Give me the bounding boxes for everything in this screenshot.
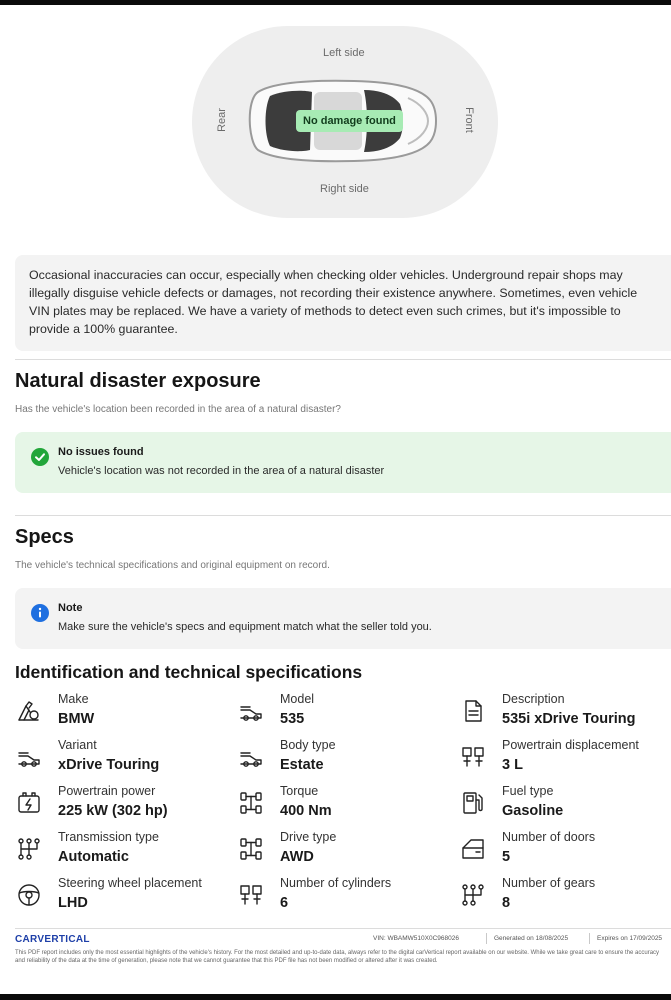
top-edge-bar [0,0,671,5]
accuracy-disclaimer: Occasional inaccuracies can occur, especially when checking older vehicles. Underground repair shops may illegally disguise vehicle defects or damages, not recording their existence anywhere. Sometimes, even vehicle VIN plates may be replaced. We have a variety of methods to detect even such crimes, but it's impossible to provide a 100% guarantee. [15,255,671,351]
spec-drive-type [238,830,448,874]
footer-generated-date: Generated on 18/08/2025 [494,935,569,942]
spec-label: Transmission type [58,830,159,844]
fuel-icon [460,790,486,816]
natural-disaster-result [15,432,671,493]
spec-value: Automatic [58,849,129,865]
natural-disaster-title: Natural disaster exposure [15,370,261,392]
spec-value: Gasoline [502,803,564,819]
check-circle-icon [31,448,49,466]
bottom-edge-bar [0,994,671,1000]
footer-expiry-date: Expires on 17/09/2025 [597,935,663,942]
spec-label: Number of cylinders [280,876,392,890]
spec-steering-wheel-placement [16,876,226,920]
left-side-label: Left side [323,47,365,59]
note-text: Make sure the vehicle's specs and equipment match what the seller told you. [58,621,432,633]
spec-powertrain-power [16,784,226,828]
spec-label: Model [280,692,315,706]
natural-disaster-subtitle: Has the vehicle's location been recorded in the area of a natural disaster? [15,404,341,415]
spec-value: AWD [280,849,314,865]
car-icon [16,744,42,770]
spec-number-of-cylinders [238,876,448,920]
note-title: Note [58,602,83,614]
make-icon [16,698,42,724]
spec-label: Powertrain power [58,784,156,798]
document-icon [460,698,486,724]
spec-value: 400 Nm [280,803,332,819]
result-text: Vehicle's location was not recorded in the area of a natural disaster [58,465,385,477]
spec-label: Body type [280,738,336,752]
spec-value: 8 [502,895,511,911]
rear-label: Rear [215,108,228,132]
right-side-label: Right side [320,183,369,195]
footer-disclaimer: This PDF report includes only the most essential highlights of the vehicle's history. For the most detailed and up-to-date data, always refer to the digital carVertical report available on our website. While we take great care to ensure the accuracy and reliability of the data at the time of generation, please note that we cannot guarantee that this PDF file has not been modified or altered after it was created. [15,950,660,964]
front-label: Front [462,107,475,133]
footer-divider [15,928,671,929]
spec-powertrain-displacement [460,738,670,782]
specs-subtitle: The vehicle's technical specifications and original equipment on record. [15,560,330,571]
no-damage-badge: No damage found [296,110,403,132]
spec-label: Description [502,692,565,706]
spec-label: Variant [58,738,97,752]
spec-value: 225 kW (302 hp) [58,803,168,819]
identification-title: Identification and technical specifications [15,662,363,682]
spec-label: Make [58,692,89,706]
spec-number-of-gears [460,876,670,920]
footer-separator [486,933,487,944]
spec-value: 3 L [502,757,523,773]
spec-label: Fuel type [502,784,554,798]
spec-model [238,692,448,736]
section-divider [15,515,671,516]
spec-value: 535 [280,711,305,727]
section-divider [15,359,671,360]
gearbox-icon [460,882,486,908]
damage-diagram [192,26,498,218]
spec-value: LHD [58,895,88,911]
drivetrain-icon [238,836,264,862]
carvertical-logo: CARVERTICAL [15,934,90,945]
spec-value: 5 [502,849,511,865]
door-icon [460,836,486,862]
specs-title: Specs [15,526,74,548]
spec-description [460,692,670,736]
spec-label: Steering wheel placement [58,876,202,890]
car-icon [238,744,264,770]
engine-icon [238,882,264,908]
report-footer [0,928,671,994]
spec-value: xDrive Touring [58,757,160,773]
spec-label: Powertrain displacement [502,738,639,752]
gearbox-icon [16,836,42,862]
spec-value: 6 [280,895,289,911]
spec-label: Torque [280,784,319,798]
spec-number-of-doors [460,830,670,874]
spec-variant [16,738,226,782]
engine-icon [460,744,486,770]
spec-body-type [238,738,448,782]
spec-make [16,692,226,736]
spec-label: Number of doors [502,830,596,844]
result-title: No issues found [58,446,144,458]
footer-vin: VIN: WBAMW510X0C968026 [373,935,459,942]
info-icon [31,604,49,622]
spec-transmission-type [16,830,226,874]
specs-note [15,588,671,649]
spec-value: Estate [280,757,324,773]
footer-separator [589,933,590,944]
spec-label: Drive type [280,830,337,844]
spec-value: 535i xDrive Touring [502,711,636,727]
spec-label: Number of gears [502,876,596,890]
steering-wheel-icon [16,882,42,908]
battery-icon [16,790,42,816]
drivetrain-icon [238,790,264,816]
car-icon [238,698,264,724]
spec-fuel-type [460,784,670,828]
spec-torque [238,784,448,828]
spec-value: BMW [58,711,95,727]
